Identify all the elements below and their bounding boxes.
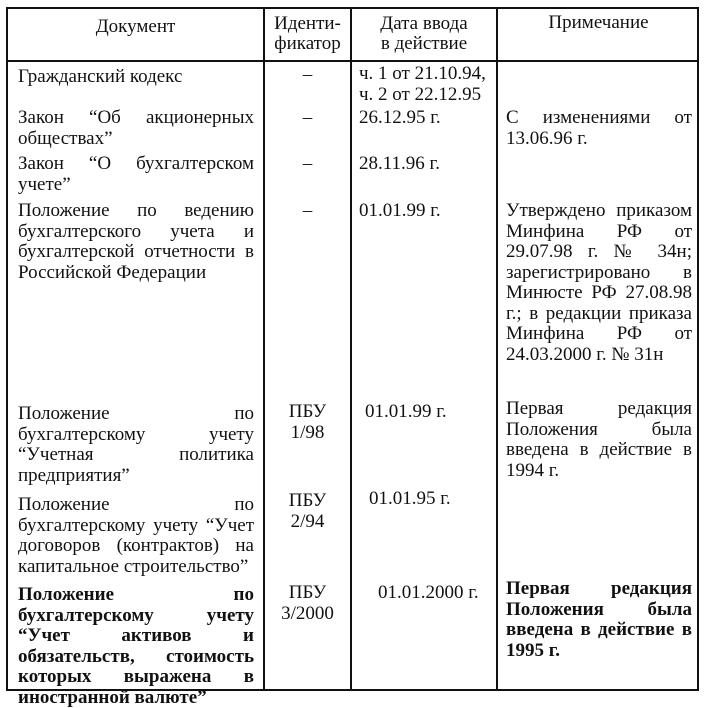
row-1-date-line2: ч. 2 от 22.12.95 xyxy=(359,83,482,105)
row-6-document: Положение по бухгалтерскому учету “Учет договоров (контрактов) на капитальное строительство” xyxy=(18,494,254,577)
row-1-date xyxy=(359,64,494,105)
row-2-identifier: – xyxy=(302,107,313,128)
row-7-note: Первая редакция Положения была введена в действие в 1995 г. xyxy=(506,578,692,661)
header-note: Примечание xyxy=(548,12,649,33)
row-1-date-line1: ч. 1 от 21.10.94, xyxy=(359,63,486,84)
header-divider xyxy=(8,60,697,62)
row-4-date: 01.01.99 г. xyxy=(359,200,441,221)
row-1-identifier: – xyxy=(302,64,313,85)
row-2-note: С изменениями от 13.06.96 г. xyxy=(506,107,692,149)
row-6-date: 01.01.95 г. xyxy=(369,488,451,509)
row-5-date: 01.01.99 г. xyxy=(365,401,447,422)
row-6-identifier: ПБУ 2/94 xyxy=(288,490,327,532)
column-divider-2 xyxy=(350,9,352,689)
header-date-line1: Дата ввода xyxy=(380,13,468,34)
row-4-identifier: – xyxy=(302,200,313,221)
row-5-identifier: ПБУ 1/98 xyxy=(288,401,327,443)
row-3-date: 28.11.96 г. xyxy=(359,153,440,174)
header-document: Документ xyxy=(95,16,176,37)
row-3-document: Закон “О бухгалтерском учете” xyxy=(18,153,254,195)
row-4-document: Положение по ведению бухгалтерского учета и бухгалтерской отчетности в Российской Федерации xyxy=(18,200,254,283)
header-identifier-line1: Иденти- xyxy=(274,13,341,34)
header-identifier xyxy=(265,14,350,54)
header-date-line2: в действие xyxy=(380,33,468,54)
row-7-document: Положение по бухгалтерскому учету “Учет активов и обязательств, стоимость которых выражена в иностранной валюте” xyxy=(18,584,254,708)
row-7-date: 01.01.2000 г. xyxy=(378,582,479,603)
row-5-document: Положение по бухгалтерскому учету “Учетная политика предприятия” xyxy=(18,403,254,486)
row-1-document: Гражданский кодекс xyxy=(18,66,183,87)
row-4-note: Утверждено приказом Минфина РФ от 29.07.98 г. № 34н; зарегистрировано в Минюсте РФ 27.08.98 г.; в редакции приказа Минфина РФ от 24.03.2000 г. № 31н xyxy=(506,200,692,365)
row-7-identifier: ПБУ 3/2000 xyxy=(281,582,334,624)
row-5-note: Первая редакция Положения была введена в действие в 1994 г. xyxy=(506,398,692,481)
column-divider-3 xyxy=(496,9,498,689)
row-2-document: Закон “Об акционерных обществах” xyxy=(18,107,254,149)
regulations-table xyxy=(6,7,699,708)
header-date xyxy=(352,14,496,54)
row-2-date: 26.12.95 г. xyxy=(359,107,441,128)
header-identifier-line2: фикатор xyxy=(274,33,341,54)
row-3-identifier: – xyxy=(302,153,313,174)
